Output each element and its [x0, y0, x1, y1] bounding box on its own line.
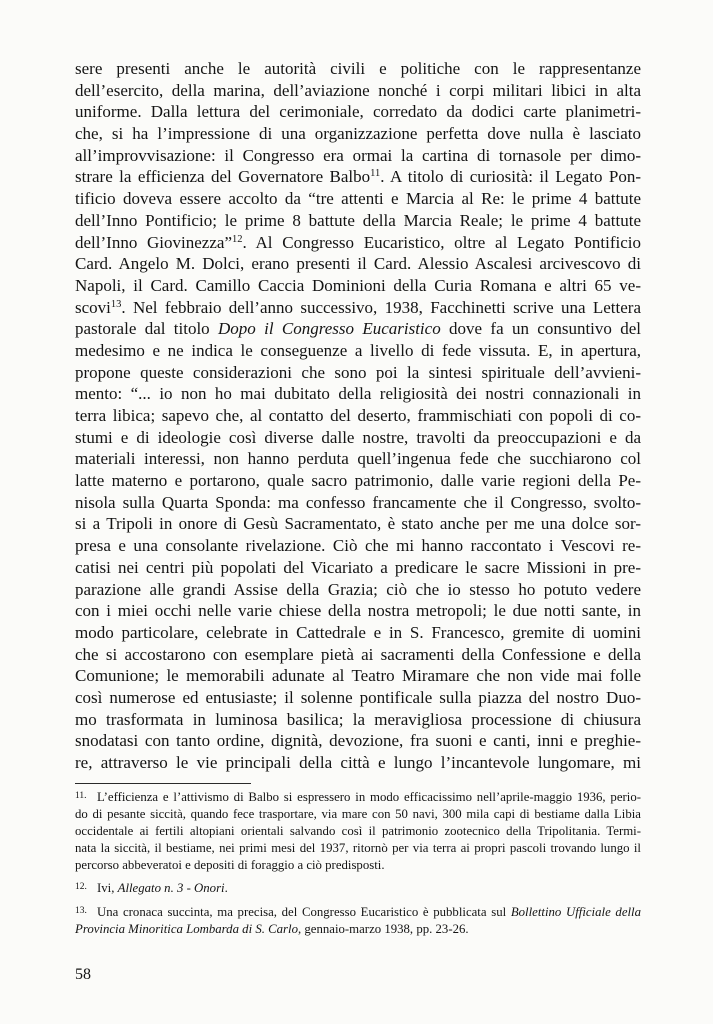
text-segment: scovi	[75, 297, 111, 317]
footnote-text: Ivi,	[97, 881, 118, 895]
body-line	[75, 318, 641, 340]
body-line: snodatasi con tanto ordine, dignità, devozione, fra suoni e canti, inni e preghie-	[75, 731, 641, 751]
body-line: mento: “... io non ho mai dubitato della religiosità dei nostri connazionali in	[75, 384, 641, 404]
body-line: nisola sulla Quarta Sponda: ma confesso francamente che il Congresso, svolto-	[75, 492, 641, 512]
footnote-12	[75, 880, 641, 897]
footnote-ref: 11	[370, 168, 381, 180]
body-line: medesimo e ne indica le conseguenze a livello di fede vissuta. E, in apertura,	[75, 340, 641, 360]
body-line: così numerose ed entusiaste; il solenne pontificale sulla piazza del nostro Duo-	[75, 687, 641, 707]
italic-title: Provincia Minoritica Lombarda di S. Carlo	[75, 922, 298, 936]
body-line: Comunione; le memorabili adunate al Teatro Miramare che non vide mai folle	[75, 666, 641, 686]
body-line: dell’esercito, della marina, dell’aviazione nonché i corpi militari libici in alta	[75, 80, 641, 100]
body-line: propone queste considerazioni che sono poi la sintesi spirituale dell’avvieni-	[75, 362, 641, 382]
body-line: con i miei occhi nelle varie chiese della nostra metropoli; le due notti sante, in	[75, 601, 641, 621]
footnote-line: 13. Una cronaca succinta, ma precisa, del Congresso Eucaristico è pubblicata sul Bollettino Ufficiale della	[75, 905, 642, 919]
body-line: presa e una consolante rivelazione. Ciò che mi hanno raccontato i Vescovi re-	[75, 536, 641, 556]
body-line: catisi nei centri più popolati del Vicariato a predicare le sacre Missioni in pre-	[75, 557, 641, 577]
footnote-line: 12. Ivi, Allegato n. 3 - Onori.	[75, 881, 228, 895]
body-line: Card. Angelo M. Dolci, erano presenti il Card. Alessio Ascalesi arcivescovo di	[75, 254, 641, 274]
body-line: che, si ha l’impressione di una organizzazione perfetta dove nulla è lasciato	[75, 124, 641, 144]
text-segment: pastorale dal titolo	[75, 319, 219, 339]
footnote-text: L’efficienza e l’attivismo di Balbo si espressero in modo efficacissimo nell’aprile-maggio 1936, perio-	[97, 790, 641, 804]
body-line: terra libica; sapevo che, al contatto del deserto, frammischiati con popoli di co-	[75, 406, 641, 425]
body-line: uniforme. Dalla lettura del cerimoniale, corredato da dodici carte planimetri-	[75, 102, 641, 122]
body-line: parazione alle grandi Assise della Grazia; ciò che io stesso ho potuto vedere	[75, 579, 641, 599]
text-segment: dell’Inno Giovinezza”	[75, 232, 232, 252]
footnote-line	[75, 921, 641, 938]
footnote-line: nata la siccità, il bestiame, nei primi mesi del 1937, ritornò per via terra ai propri pascoli trovando lungo il	[75, 841, 641, 855]
body-line: tificio doveva essere accolto da “tre attenti e Marcia al Re: le prime 4 battute	[75, 189, 641, 209]
italic-title: Bollettino Ufficiale della	[510, 905, 642, 919]
page-number: 58	[75, 966, 91, 983]
body-line	[75, 166, 641, 188]
footnote-text: , gennaio-marzo 1938, pp. 23-26.	[298, 922, 469, 936]
text-segment: . Nel febbraio dell’anno successivo, 1938, Facchinetti scrive una Lettera	[121, 297, 641, 317]
body-line	[75, 232, 641, 254]
footnote-line: 11. L’efficienza e l’attivismo di Balbo si espressero in modo efficacissimo nell’aprile-maggio 1936, perio-	[75, 790, 641, 804]
body-line	[75, 297, 641, 319]
main-text	[75, 58, 641, 774]
footnote-separator	[75, 783, 251, 784]
footnote-ref: 12	[231, 233, 243, 245]
body-line: re, attraverso le vie principali della città e lungo l’incantevole lungomare, mi	[75, 753, 641, 772]
footnote-13	[75, 904, 641, 938]
body-line: mo trasformata in luminosa basilica; la meravigliosa processione di chiusura	[75, 709, 641, 729]
body-line: si a Tripoli in onore di Gesù Sacramentato, è stato anche per me una dolce sor-	[75, 514, 641, 534]
body-line: latte materno e portarono, quale sacro patrimonio, dalle varie regioni della Pe-	[75, 471, 641, 491]
footnote-line: percorso abbeveratoi e depositi di foraggio a ciò predisposti.	[75, 858, 385, 872]
italic-title: Allegato n. 3 - Onori	[117, 881, 225, 895]
body-line: all’improvvisazione: il Congresso era ormai la cartina di tornasole per dimo-	[75, 145, 641, 165]
body-line: modo particolare, celebrate in Cattedrale e in S. Francesco, gremite di uomini	[75, 622, 641, 642]
text-segment: . A titolo di curiosità: il Legato Pon-	[380, 167, 641, 187]
footnote-line: do di pesante siccità, quando fece trasportare, via mare con 50 navi, 300 mila capi di bestiame dalla Libia	[75, 807, 641, 821]
body-line: stumi e di ideologie così diverse dalle nostre, travolti da preoccupazioni e da	[75, 427, 641, 447]
body-line: sere presenti anche le autorità civili e politiche con le rappresentanze	[75, 59, 641, 78]
text-segment: . Al Congresso Eucaristico, oltre al Legato Pontificio	[242, 232, 641, 252]
footnote-text: Una cronaca succinta, ma precisa, del Congresso Eucaristico è pubblicata sul	[97, 905, 511, 919]
body-line: che si accostarono con esemplare pietà ai sacramenti della Confessione e della	[75, 644, 641, 664]
footnote-11	[75, 789, 641, 874]
body-line: materiali interessi, non hanno perduta quell’ingenua fede che succhiarono col	[75, 449, 641, 469]
footnote-line: occidentale ai fertili altopiani orientali salvando così il patrimonio zootecnico della Tripolitania. Termi-	[75, 824, 641, 838]
text-segment: strare la efficienza del Governatore Balbo	[75, 167, 371, 187]
footnote-text: .	[224, 881, 228, 895]
body-line: Napoli, il Card. Camillo Caccia Dominioni della Curia Romana e altri 65 ve-	[75, 275, 641, 295]
body-line: dell’Inno Pontificio; le prime 8 battute della Marcia Reale; le prime 4 battute	[75, 210, 641, 230]
text-segment: dove fa un consuntivo del	[440, 319, 641, 339]
footnote-ref: 13	[110, 298, 122, 310]
italic-title: Dopo il Congresso Eucaristico	[218, 319, 441, 339]
